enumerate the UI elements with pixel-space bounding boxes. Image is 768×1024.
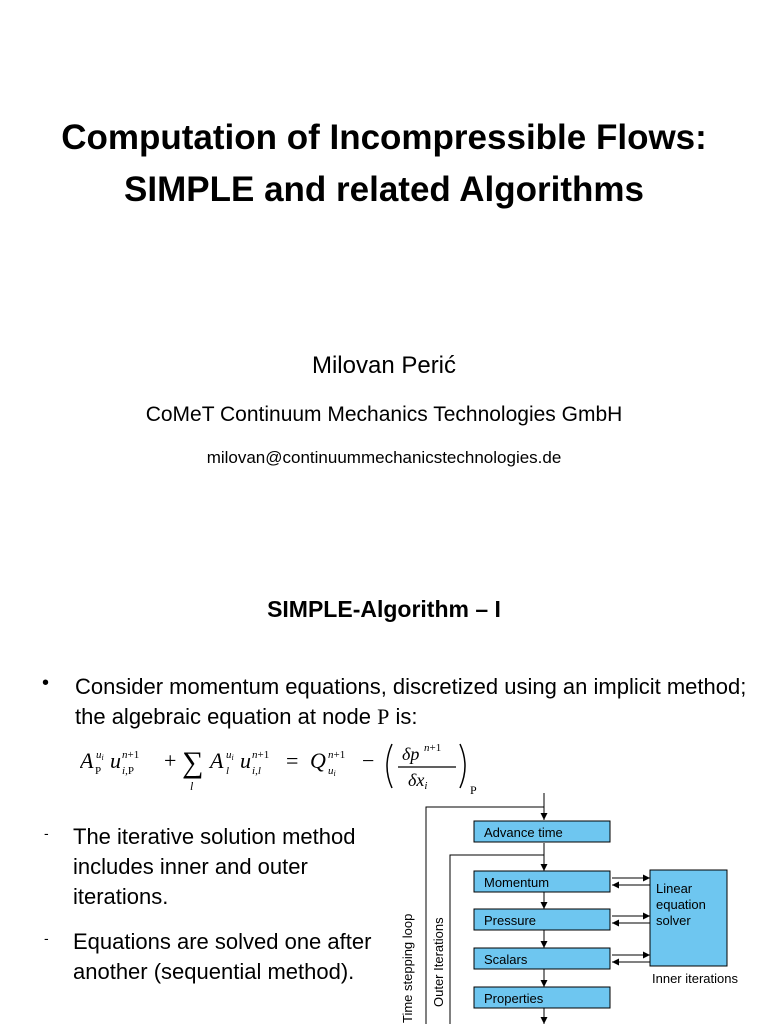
svg-text:A: A: [80, 748, 94, 773]
svg-text:i,l: i,l: [252, 765, 261, 777]
advance-time-label: Advance time: [484, 825, 563, 840]
svg-text:l: l: [226, 765, 230, 777]
svg-text:n+1: n+1: [424, 742, 442, 754]
iteration-flow-diagram: [392, 785, 768, 1024]
solver-label-1: Linear: [656, 881, 693, 896]
svg-text:P: P: [470, 783, 477, 797]
svg-text:P: P: [95, 765, 102, 777]
svg-text:−: −: [362, 748, 375, 773]
intro-text-start: Consider momentum equations, discretized using an implicit method; the algebraic equation at node: [75, 674, 747, 729]
time-loop-label: Time stepping loop: [400, 913, 415, 1023]
list-dash-1: -: [44, 825, 49, 841]
svg-text:ui: ui: [96, 749, 104, 762]
list-item-inner-outer: The iterative solution method includes inner and outer iterations.: [73, 824, 356, 909]
intro-paragraph: [75, 672, 755, 732]
list-item-sequential: Equations are solved one after another (sequential method).: [73, 929, 372, 984]
svg-text:Q: Q: [310, 748, 326, 773]
momentum-label: Momentum: [484, 875, 550, 890]
title-line-1: Computation of Incompressible Flows:: [61, 118, 707, 157]
inner-iterations-label: Inner iterations: [652, 971, 738, 986]
svg-text:u: u: [110, 748, 121, 773]
svg-text:n+1: n+1: [328, 749, 346, 761]
title-line-2: SIMPLE and related Algorithms: [124, 170, 644, 209]
svg-text:l: l: [190, 779, 194, 793]
author-name: Milovan Perić: [311, 352, 457, 379]
svg-text:δxi: δxi: [408, 770, 428, 792]
svg-text:n+1: n+1: [252, 749, 270, 761]
svg-text:ui: ui: [226, 749, 234, 762]
author-email: milovan@continuummechanicstechnologies.de: [206, 448, 562, 467]
svg-text:∑: ∑: [182, 746, 204, 779]
solver-label-2: equation: [656, 897, 706, 912]
list-dash-2: -: [44, 930, 49, 946]
outer-iterations-label: Outer Iterations: [431, 917, 446, 1007]
svg-text:+: +: [164, 748, 177, 773]
svg-text:i,P: i,P: [122, 765, 134, 777]
pressure-label: Pressure: [484, 913, 537, 928]
bullet-marker: •: [42, 672, 50, 694]
svg-text:n+1: n+1: [122, 749, 140, 761]
svg-text:δp: δp: [402, 744, 420, 764]
node-symbol: P: [377, 704, 390, 729]
svg-text:u: u: [240, 748, 251, 773]
svg-text:=: =: [286, 748, 299, 773]
solver-label-3: solver: [656, 913, 691, 928]
svg-text:A: A: [210, 748, 224, 773]
company-name: CoMeT Continuum Mechanics Technologies GmbH: [145, 403, 623, 426]
intro-text-end: is:: [389, 704, 418, 729]
content-slide: [0, 560, 768, 1024]
svg-text:ui: ui: [328, 765, 336, 778]
properties-label: Properties: [484, 991, 544, 1006]
slide-title: [0, 112, 768, 216]
slide-heading: SIMPLE-Algorithm – I: [267, 596, 501, 622]
scalars-label: Scalars: [484, 952, 528, 967]
